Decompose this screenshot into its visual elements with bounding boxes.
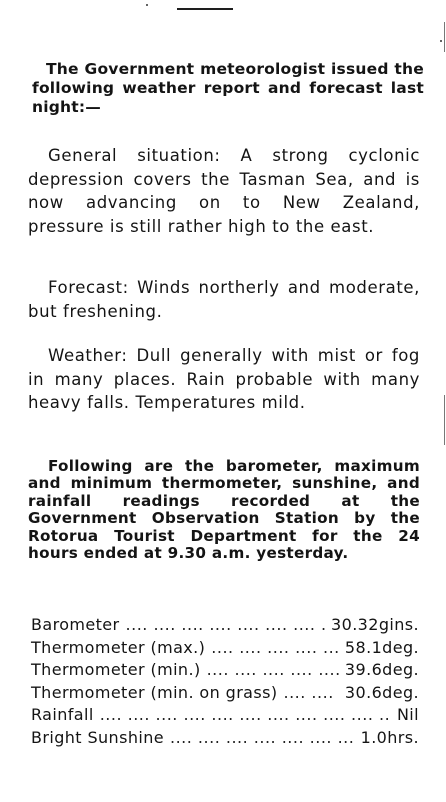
readings-table — [31, 614, 419, 750]
readings-intro-paragraph: Following are the barometer, maximum and minimum thermometer, sunshine, and rainfall readings recorded at the Government Observation Station by the Rotorua Tourist Department for the 24 hours ended at 9.30 a.m. yesterday. — [28, 457, 420, 563]
reading-value: 30.6deg. — [344, 682, 419, 702]
reading-value: 1.0hrs. — [360, 727, 419, 747]
clipping-edge — [444, 395, 445, 445]
intro-paragraph: The Government meteorologist issued the following weather report and forecast last night:— — [32, 60, 424, 116]
general-situation-paragraph: General situation: A strong cyclonic depression covers the Tasman Sea, and is now advancing on to New Zealand, pressure is still rather high to the east. — [28, 146, 420, 236]
weather-paragraph: Weather: Dull generally with mist or fog in many places. Rain probable with many heavy falls. Temperatures mild. — [28, 346, 420, 412]
reading-row — [31, 704, 419, 727]
reading-row — [31, 637, 419, 660]
print-speck — [146, 4, 148, 6]
reading-label: Thermometer (min. on grass) — [31, 682, 278, 702]
print-speck — [440, 40, 442, 42]
dot-leader — [211, 637, 339, 660]
dot-leader — [100, 704, 391, 727]
dot-leader — [207, 659, 339, 682]
reading-row — [31, 614, 419, 637]
reading-value: 30.32gins. — [331, 615, 419, 634]
separator-rule — [177, 8, 233, 10]
reading-label: Thermometer (min.) — [31, 660, 201, 680]
reading-label: Rainfall — [31, 705, 94, 725]
reading-row — [31, 727, 419, 750]
reading-row — [31, 682, 419, 705]
reading-value: 39.6deg. — [344, 660, 419, 680]
reading-row — [31, 659, 419, 682]
dot-leader — [284, 682, 339, 705]
reading-label: Bright Sunshine — [31, 727, 164, 747]
clipping-edge — [444, 22, 445, 52]
reading-label: Barometer — [31, 615, 120, 634]
dot-leader — [126, 614, 326, 637]
reading-value: 58.1deg. — [344, 637, 419, 657]
reading-label: Thermometer (max.) — [31, 637, 206, 657]
reading-value: Nil — [396, 705, 419, 725]
forecast-paragraph: Forecast: Winds northerly and moderate, but freshening. — [28, 278, 420, 321]
dot-leader — [170, 727, 355, 750]
